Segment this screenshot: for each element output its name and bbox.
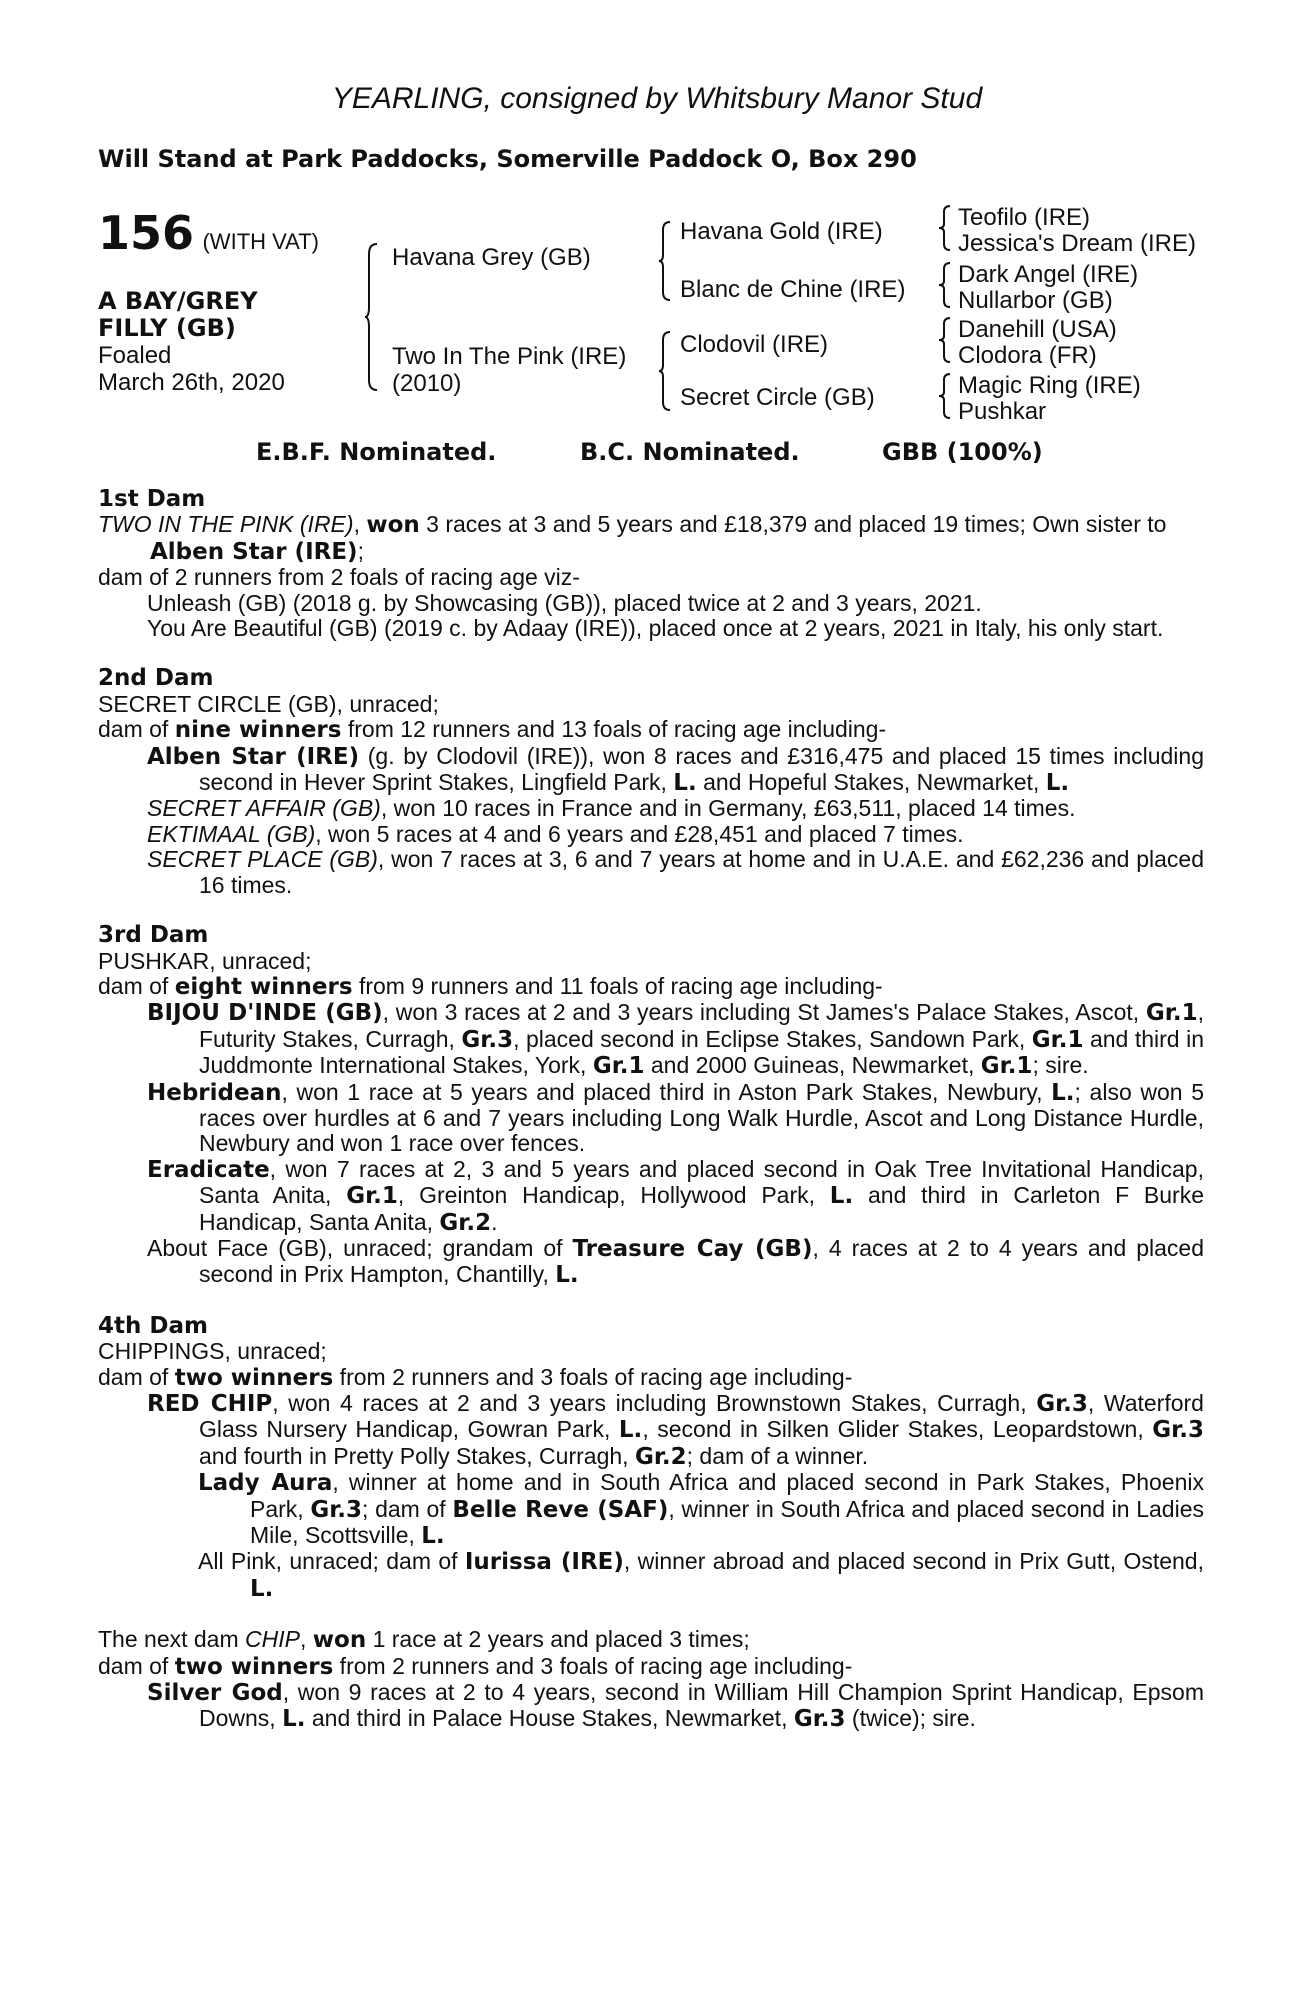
third-dam-runner: BIJOU D'INDE (GB), won 3 races at 2 and 3 years including St James's Palace Stakes, Ascot, Gr.1, Futurity Stakes, Curragh, Gr.3, placed second in Eclipse Stakes, Sandown Park, Gr.1 and third in Juddmonte International Stakes, York, Gr.1 and 2000 Guineas, Newmarket, Gr.1; sire. (147, 999, 1204, 1080)
first-dam-heading: 1st Dam (98, 486, 206, 512)
first-dam-summary: TWO IN THE PINK (IRE), won 3 races at 3 and 5 years and £18,379 and placed 19 times; Own sister to Alben Star (IRE); (98, 511, 1167, 565)
page-title: YEARLING, consigned by Whitsbury Manor Stud (331, 82, 983, 115)
pedigree-dam: Two In The Pink (IRE) (392, 343, 627, 370)
next-dam-summary: The next dam CHIP, won 1 race at 2 years and placed 3 times; (98, 1626, 750, 1654)
first-dam-produce: dam of 2 runners from 2 foals of racing age viz- (98, 564, 580, 591)
pedigree-sds: Dark Angel (IRE) (958, 261, 1139, 288)
pedigree-brace-sd (938, 261, 952, 309)
fourth-dam-heading: 4th Dam (98, 1312, 208, 1339)
pedigree-brace-ds (938, 316, 952, 364)
pedigree-dam-sire: Clodovil (IRE) (680, 331, 829, 358)
horse-description (98, 288, 285, 396)
lot-number: 156 (98, 206, 195, 260)
fourth-dam-descendant: Lady Aura, winner at home and in South Africa and placed second in Park Stakes, Phoenix Park, Gr.3; dam of Belle Reve (SAF), winner in South Africa and placed second in Ladies Mile, Scottsville, L. (198, 1469, 1204, 1550)
pedigree-sire-sire: Havana Gold (IRE) (680, 218, 883, 245)
lot-vat: (WITH VAT) (202, 229, 319, 254)
third-dam-runner: Eradicate, won 7 races at 2, 3 and 5 years and placed second in Oak Tree Invitational Handicap, Santa Anita, Gr.1, Greinton Handicap, Hollywood Park, L. and third in Carleton F Burke Handicap, Santa Anita, Gr.2. (147, 1155, 1204, 1236)
fourth-dam-name: CHIPPINGS, unraced; (98, 1338, 327, 1365)
third-dam-runner: About Face (GB), unraced; grandam of Treasure Cay (GB), 4 races at 2 to 4 years and placed second in Prix Hampton, Chantilly, L. (147, 1234, 1205, 1289)
second-dam-name: SECRET CIRCLE (GB), unraced; (98, 690, 439, 717)
horse-sex: FILLY (GB) (98, 314, 236, 342)
pedigree-dam-year: (2010) (392, 370, 462, 397)
second-dam-runner: EKTIMAAL (GB), won 5 races at 4 and 6 years and £28,451 and placed 7 times. (147, 820, 964, 847)
third-dam-runner: Hebridean, won 1 race at 5 years and placed third in Aston Park Stakes, Newbury, L.; also won 5 races over hurdles at 6 and 7 years including Long Walk Hurdle, Ascot and Long Distance Hurdle, Newbury and won 1 race over fences. (147, 1078, 1204, 1157)
pedigree-dss: Danehill (USA) (958, 316, 1117, 343)
second-dam-produce: dam of nine winners from 12 runners and 13 foals of racing age including- (98, 716, 887, 744)
foaled-label: Foaled (98, 342, 172, 369)
second-dam-heading: 2nd Dam (98, 665, 214, 692)
pedigree-sss: Teofilo (IRE) (958, 204, 1091, 231)
pedigree-sire-dam: Blanc de Chine (IRE) (680, 276, 906, 303)
pedigree-body (98, 487, 1204, 1733)
gbb-rating: GBB (100%) (882, 438, 1043, 466)
second-dam-runner: SECRET AFFAIR (GB), won 10 races in France and in Germany, £63,511, placed 14 times. (147, 795, 1076, 822)
pedigree-brace-sire (658, 220, 672, 302)
next-dam-runner: Silver God, won 9 races at 2 to 4 years, second in William Hill Champion Sprint Handicap, Epsom Downs, L. and third in Palace House Stakes, Newmarket, Gr.3 (twice); sire. (147, 1679, 1204, 1733)
pedigree-dam-dam: Secret Circle (GB) (680, 384, 875, 411)
bc-nomination: B.C. Nominated. (580, 438, 800, 466)
pedigree-dds: Magic Ring (IRE) (958, 372, 1141, 399)
pedigree-brace-ss (938, 204, 952, 252)
fourth-dam-runner: RED CHIP, won 4 races at 2 and 3 years including Brownstown Stakes, Curragh, Gr.3, Waterford Glass Nursery Handicap, Gowran Park, L., second in Silken Glider Stakes, Leopardstown, Gr.3 and fourth in Pretty Polly Stakes, Curragh, Gr.2; dam of a winner. (147, 1390, 1204, 1470)
horse-colour: A BAY/GREY (98, 287, 258, 315)
pedigree-sdd: Nullarbor (GB) (958, 287, 1113, 314)
second-dam-runner: Alben Star (IRE) (g. by Clodovil (IRE)), won 8 races and £316,475 and placed 15 times including second in Hever Sprint Stakes, Lingfield Park, L. and Hopeful Stakes, Newmarket, L. (147, 742, 1205, 797)
next-dam-produce: dam of two winners from 2 runners and 3 foals of racing age including- (98, 1652, 853, 1680)
foaled-date: March 26th, 2020 (98, 369, 285, 396)
pedigree-ssd: Jessica's Dream (IRE) (958, 230, 1196, 257)
first-dam-runner: You Are Beautiful (GB) (2019 c. by Adaay (IRE)), placed once at 2 years, 2021 in Italy, his only start. (147, 615, 1164, 642)
pedigree-brace-dam (658, 330, 672, 412)
ebf-nomination: E.B.F. Nominated. (256, 438, 497, 466)
stand-location: Will Stand at Park Paddocks, Somerville Paddock O, Box 290 (98, 145, 917, 173)
pedigree-brace-main (364, 242, 380, 392)
pedigree-ddd: Pushkar (958, 398, 1047, 425)
pedigree-sire: Havana Grey (GB) (392, 244, 591, 271)
second-dam-runner: SECRET PLACE (GB), won 7 races at 3, 6 and 7 years at home and in U.A.E. and £62,236 and placed 16 times. (147, 846, 1205, 898)
lot-number-block (98, 206, 319, 260)
pedigree-dsd: Clodora (FR) (958, 342, 1097, 369)
pedigree-brace-dd (938, 372, 952, 420)
third-dam-heading: 3rd Dam (98, 922, 209, 949)
fourth-dam-descendant: All Pink, unraced; dam of Iurissa (IRE), winner abroad and placed second in Prix Gutt, Ostend, L. (198, 1548, 1204, 1602)
third-dam-name: PUSHKAR, unraced; (98, 947, 312, 974)
third-dam-produce: dam of eight winners from 9 runners and 11 foals of racing age including- (98, 972, 883, 1000)
fourth-dam-produce: dam of two winners from 2 runners and 3 foals of racing age including- (98, 1363, 853, 1391)
first-dam-runner: Unleash (GB) (2018 g. by Showcasing (GB)), placed twice at 2 and 3 years, 2021. (147, 589, 982, 616)
